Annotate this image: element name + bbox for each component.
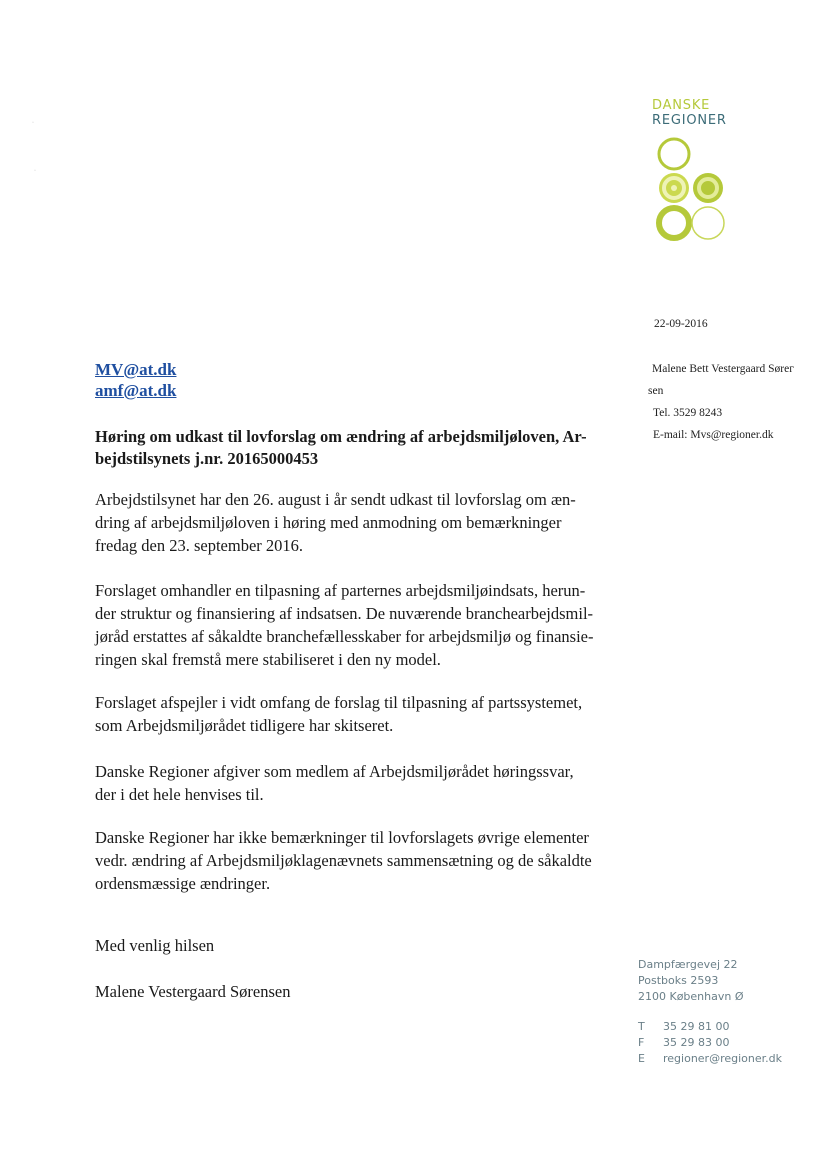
body-paragraph: [95, 826, 615, 895]
subject-line: bejdstilsynets j.nr. 20165000453: [95, 449, 319, 468]
recipient-email-link[interactable]: amf@at.dk: [95, 381, 177, 400]
scan-speck: ·: [32, 120, 34, 126]
subject-line: Høring om udkast til lovforslag om ændring af arbejdsmiljøloven, Ar-: [95, 427, 587, 446]
logo-text-regioner: REGIONER: [652, 113, 727, 128]
sender-phone: Tel. 3529 8243: [653, 407, 723, 419]
address-city: 2100 København Ø: [638, 990, 744, 1003]
letter-subject: [95, 426, 607, 470]
recipient-email-link[interactable]: MV@at.dk: [95, 360, 177, 379]
text-line: fredag den 23. september 2016.: [95, 536, 304, 555]
sender-name: Malene Bett Vestergaard Søreг: [652, 363, 794, 375]
text-line: Arbejdstilsynet har den 26. august i år sendt udkast til lovforslag om æn-: [95, 490, 576, 509]
sender-name-wrap: sen: [648, 385, 664, 397]
closing-greeting: Med venlig hilsen: [95, 936, 215, 955]
contact-value: 35 29 81 00: [663, 1020, 730, 1033]
address-street: Dampfærgevej 22: [638, 958, 738, 971]
contact-value: 35 29 83 00: [663, 1036, 730, 1049]
danske-regioner-logo: [652, 98, 742, 128]
address-block: [638, 957, 744, 1005]
recipient-list: [95, 359, 176, 401]
letter-date: 22-09-2016: [654, 318, 708, 330]
text-line: ordensmæssige ændringer.: [95, 874, 271, 893]
text-line: der i det hele henvises til.: [95, 785, 264, 804]
contact-value[interactable]: regioner@regioner.dk: [663, 1052, 782, 1065]
scan-speck: ·: [34, 168, 36, 174]
contact-label: E: [638, 1052, 645, 1065]
logo-circles-graphic: [654, 134, 734, 246]
body-paragraph: [95, 760, 615, 806]
text-line: jøråd erstattes af såkaldte branchefællesskaber for arbejdsmiljø og finansie-: [95, 627, 594, 646]
text-line: Danske Regioner afgiver som medlem af Arbejdsmiljørådet høringssvar,: [95, 762, 574, 781]
contact-block: [638, 1019, 782, 1067]
text-line: Forslaget omhandler en tilpasning af parternes arbejdsmiljøindsats, herun-: [95, 581, 586, 600]
text-line: ringen skal fremstå mere stabiliseret i den ny model.: [95, 650, 441, 669]
text-line: Forslaget afspejler i vidt omfang de forslag til tilpasning af partssystemet,: [95, 693, 583, 712]
text-line: der struktur og finansiering af indsatsen. De nuværende branchearbejdsmil-: [95, 604, 594, 623]
contact-label: T: [638, 1020, 645, 1033]
address-pobox: Postboks 2593: [638, 974, 719, 987]
text-line: som Arbejdsmiljørådet tidligere har skitseret.: [95, 716, 394, 735]
text-line: Danske Regioner har ikke bemærkninger til lovforslagets øvrige elementer: [95, 828, 589, 847]
contact-phone: [638, 1019, 782, 1035]
body-paragraph: [95, 488, 615, 557]
text-line: dring af arbejdsmiljøloven i høring med anmodning om bemærkninger: [95, 513, 562, 532]
logo-text-danske: DANSKE: [652, 98, 711, 113]
body-paragraph: [95, 691, 615, 737]
sender-email: E-mail: Mvs@regioner.dk: [653, 429, 774, 441]
signature-name: Malene Vestergaard Sørensen: [95, 982, 291, 1001]
contact-email: [638, 1051, 782, 1067]
body-paragraph: [95, 579, 615, 671]
text-line: vedr. ændring af Arbejdsmiljøklagenævnets sammensætning og de såkaldte: [95, 851, 592, 870]
contact-fax: [638, 1035, 782, 1051]
contact-label: F: [638, 1036, 645, 1049]
